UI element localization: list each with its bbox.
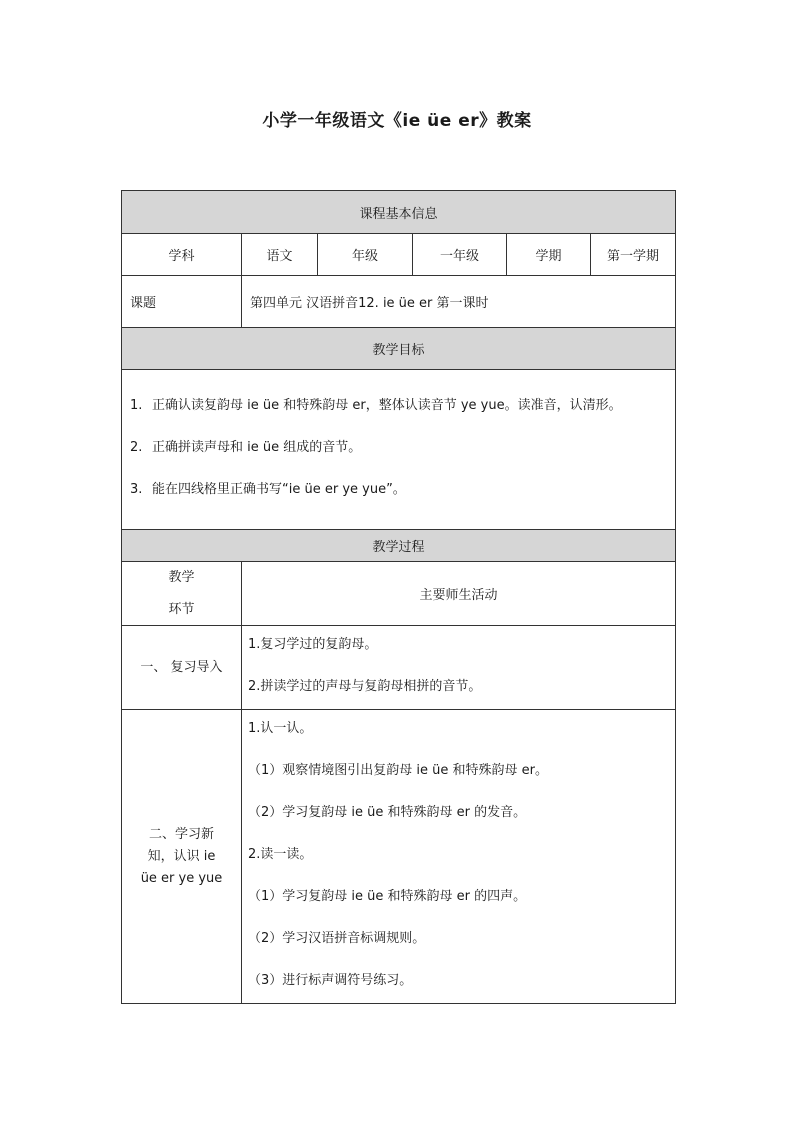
goal-number: 1. — [130, 397, 143, 413]
activity-line: （3）进行标声调符号练习。 — [248, 972, 413, 988]
stage2-label — [122, 710, 242, 1004]
process-col-stage-line1: 教学 — [168, 569, 195, 585]
process-col-activity-header: 主要师生活动 — [242, 562, 676, 626]
topic-value: 第四单元 汉语拼音12. ie üe er 第一课时 — [242, 276, 676, 328]
term-value: 第一学期 — [591, 234, 676, 276]
goal-text: 正确拼读声母和 ie üe 组成的音节。 — [152, 439, 362, 455]
goal-item — [130, 476, 667, 504]
goal-number: 3. — [130, 481, 143, 497]
subject-value: 语文 — [242, 234, 318, 276]
process-col-stage-line2: 环节 — [168, 601, 195, 617]
process-header: 教学过程 — [122, 530, 676, 562]
grade-value: 一年级 — [413, 234, 507, 276]
activity-line: （1）观察情境图引出复韵母 ie üe 和特殊韵母 er。 — [248, 762, 548, 778]
stage2-label-line1: 二、学习新 — [148, 826, 214, 842]
activity-line: （2）学习复韵母 ie üe 和特殊韵母 er 的发音。 — [248, 804, 527, 820]
goal-text: 正确认读复韵母 ie üe 和特殊韵母 er，整体认读音节 ye yue。读准音，认清形。 — [152, 397, 622, 413]
stage2-activities — [242, 710, 676, 1004]
goals-list — [122, 370, 676, 530]
activity-line: （2）学习汉语拼音标调规则。 — [248, 930, 426, 946]
process-col-stage-header — [122, 562, 242, 626]
activity-line: （1）学习复韵母 ie üe 和特殊韵母 er 的四声。 — [248, 888, 527, 904]
subject-label: 学科 — [122, 234, 242, 276]
stage2-label-line2: 知，认识 ie — [147, 848, 216, 864]
activity-line: 2.拼读学过的声母与复韵母相拼的音节。 — [248, 678, 482, 694]
activity-line: 1.复习学过的复韵母。 — [248, 636, 378, 652]
stage1-activities — [242, 626, 676, 710]
topic-label: 课题 — [122, 276, 242, 328]
basic-info-header: 课程基本信息 — [122, 191, 676, 234]
stage2-label-line3: üe er ye yue — [140, 870, 223, 886]
lesson-plan-table — [121, 190, 676, 1004]
document-title: 小学一年级语文《ie üe er》教案 — [262, 111, 532, 131]
activity-line: 1.认一认。 — [248, 720, 313, 736]
stage1-label: 一、 复习导入 — [122, 626, 242, 710]
goals-header: 教学目标 — [122, 328, 676, 370]
activity-line: 2.读一读。 — [248, 846, 313, 862]
goal-item — [130, 434, 667, 462]
goal-text: 能在四线格里正确书写“ie üe er ye yue”。 — [152, 481, 406, 497]
term-label: 学期 — [507, 234, 591, 276]
goal-item — [130, 392, 667, 420]
goal-number: 2. — [130, 439, 143, 455]
grade-label: 年级 — [318, 234, 413, 276]
